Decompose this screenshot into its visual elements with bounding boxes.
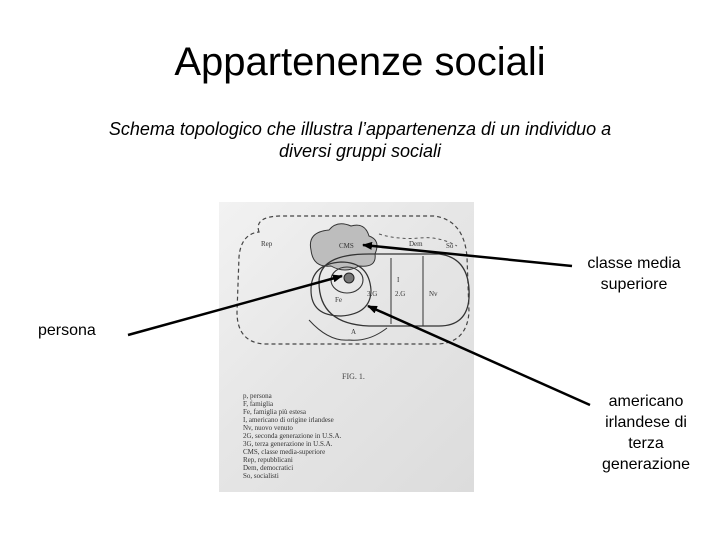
region-label-nv: Nv xyxy=(429,290,438,298)
callout-persona: persona xyxy=(38,322,96,339)
arrow-persona xyxy=(128,276,342,335)
region-label-a: A xyxy=(351,328,357,336)
legend-item: Nv, nuovo venuto xyxy=(243,424,293,432)
callout-classe-media: classe media superiore xyxy=(587,255,681,293)
arrow-americano xyxy=(368,306,590,405)
legend-item: Fe, famiglia più estesa xyxy=(243,408,306,416)
figure-label: FIG. 1. xyxy=(342,372,365,381)
legend-item: Rep, repubblicani xyxy=(243,456,293,464)
region-label-dem: Dem xyxy=(409,240,423,248)
legend-item: 2G, seconda generazione in U.S.A. xyxy=(243,432,342,440)
legend-item: So, socialisti xyxy=(243,472,279,480)
region-label-rep: Rep xyxy=(261,240,273,248)
page-title: Appartenenze sociali xyxy=(174,40,546,84)
region-label-2g: 2.G xyxy=(395,290,406,298)
legend-item: p, persona xyxy=(243,392,272,400)
callout-americano: americano irlandese di terza generazione xyxy=(601,393,691,473)
arrow-classe-media xyxy=(363,245,572,266)
legend-item: F, famiglia xyxy=(243,400,274,408)
legend-item: Dem, democratici xyxy=(243,464,294,472)
legend-item: CMS, classe media-superiore xyxy=(243,448,326,456)
legend-item: I, americano di origine irlandese xyxy=(243,416,334,424)
legend-item: 3G, terza generazione in U.S.A. xyxy=(243,440,333,448)
region-label-so: So xyxy=(446,242,454,250)
region-label-cms: CMS xyxy=(339,242,354,250)
region-label-fe: Fe xyxy=(335,296,342,304)
page-subtitle: Schema topologico che illustra l’appartenenza di un individuo a diversi gruppi sociali xyxy=(108,119,612,161)
region-label-i: I xyxy=(397,276,400,284)
region-label-3g: 3.G xyxy=(367,290,378,298)
